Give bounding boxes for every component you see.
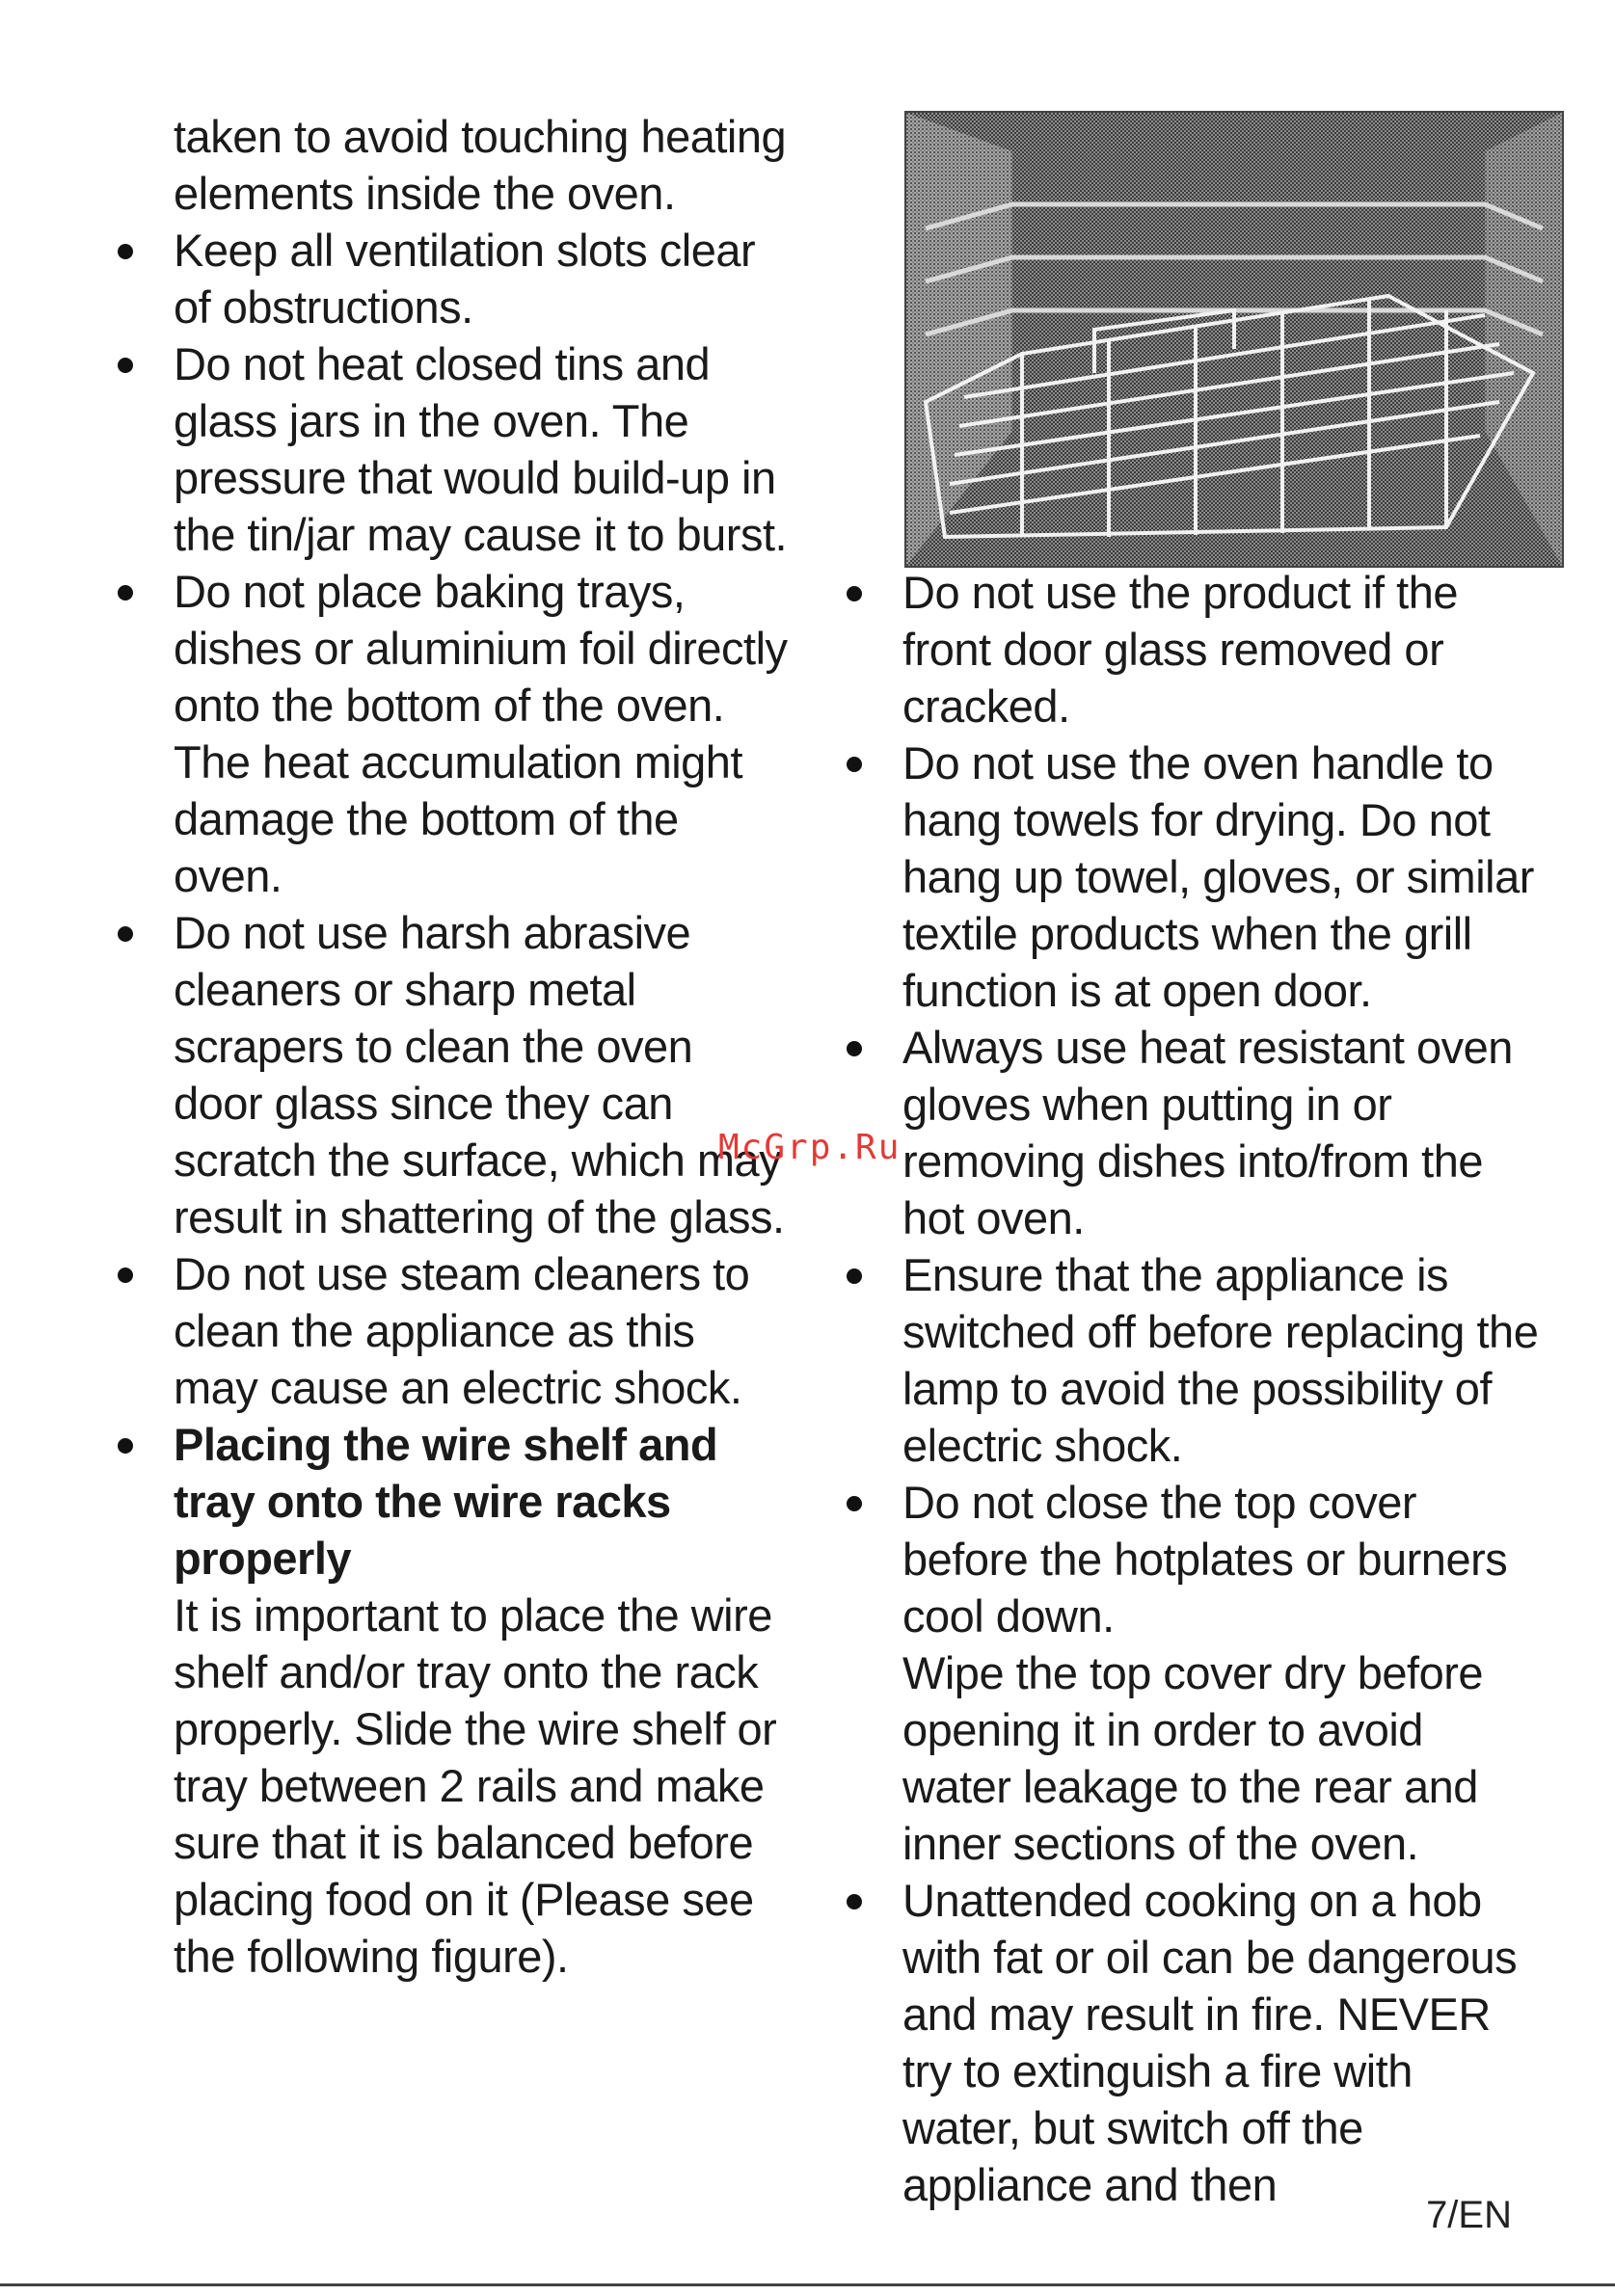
- right-column: [825, 564, 1539, 2213]
- bullet-icon: [106, 904, 145, 961]
- bullet-icon: [835, 1019, 874, 1076]
- section-heading: Placing the wire shelf and tray onto the wire racks properly: [174, 1419, 718, 1584]
- watermark: McGrp.Ru: [718, 1128, 902, 1167]
- list-item: [96, 563, 791, 904]
- list-item-text: Do not use the oven handle to hang towels for drying. Do not hang up towel, gloves, or similar textile products when the grill function is at open door.: [902, 737, 1534, 1016]
- bullet-icon: [106, 335, 145, 392]
- list-item-text: Unattended cooking on a hob with fat or oil can be dangerous and may result in fire. NEVER try to extinguish a fire with water, but switch off the appliance and then: [902, 1875, 1518, 2210]
- list-item: [825, 734, 1539, 1019]
- list-item: [96, 335, 791, 563]
- list-item-text: Do not close the top cover before the hotplates or burners cool down.: [902, 1477, 1508, 1642]
- list-item-text: Do not use harsh abrasive cleaners or sharp metal scrapers to clean the oven door glass since they can scratch the surface, which may result in shattering of the glass.: [174, 907, 785, 1242]
- bullet-icon: [835, 1474, 874, 1531]
- list-item: [825, 1246, 1539, 1474]
- oven-wire-shelf-illustration: [906, 113, 1562, 566]
- wire-shelf-figure: [904, 111, 1564, 568]
- list-item: [825, 564, 1539, 734]
- list-item: [96, 1245, 791, 1416]
- list-item-text: Do not heat closed tins and glass jars in the oven. The pressure that would build-up in the tin/jar may cause it to burst.: [174, 338, 788, 560]
- list-item-text: Do not place baking trays, dishes or aluminium foil directly onto the bottom of the oven. The heat accumulation might damage the bottom of the oven.: [174, 566, 788, 901]
- bullet-icon: [106, 563, 145, 620]
- list-item-text: Do not use steam cleaners to clean the appliance as this may cause an electric shock.: [174, 1248, 750, 1413]
- left-column: [96, 108, 791, 1985]
- list-item-top-cover: [825, 1474, 1539, 1872]
- list-item-extra-text: Wipe the top cover dry before opening it in order to avoid water leakage to the rear and inner sections of the oven.: [902, 1647, 1484, 1869]
- list-item-text: Ensure that the appliance is switched off before replacing the lamp to avoid the possibility of electric shock.: [902, 1249, 1539, 1471]
- list-item: [96, 904, 791, 1245]
- continued-text: taken to avoid touching heating elements inside the oven.: [174, 111, 787, 219]
- list-item-text: Keep all ventilation slots clear of obstructions.: [174, 225, 756, 333]
- bullet-icon: [835, 734, 874, 791]
- list-item: [825, 1872, 1539, 2213]
- bullet-icon: [106, 222, 145, 279]
- list-item-text: Do not use the product if the front door glass removed or cracked.: [902, 567, 1458, 732]
- page-number: 7/EN: [1426, 2194, 1512, 2236]
- bullet-icon: [835, 564, 874, 621]
- bullet-icon: [835, 1246, 874, 1303]
- bullet-icon: [106, 1416, 145, 1473]
- list-item: [825, 1019, 1539, 1246]
- list-item: [96, 222, 791, 335]
- list-item-wire-shelf: [96, 1416, 791, 1985]
- bottom-divider: [0, 2283, 1615, 2286]
- list-item-text: Always use heat resistant oven gloves when putting in or removing dishes into/from the hot oven.: [902, 1022, 1513, 1243]
- bullet-icon: [835, 1872, 874, 1929]
- section-body: It is important to place the wire shelf and/or tray onto the rack properly. Slide the wire shelf or tray between 2 rails and make sure that it is balanced before placing food on it (Please see the following figure).: [174, 1589, 777, 1982]
- bullet-icon: [106, 1245, 145, 1302]
